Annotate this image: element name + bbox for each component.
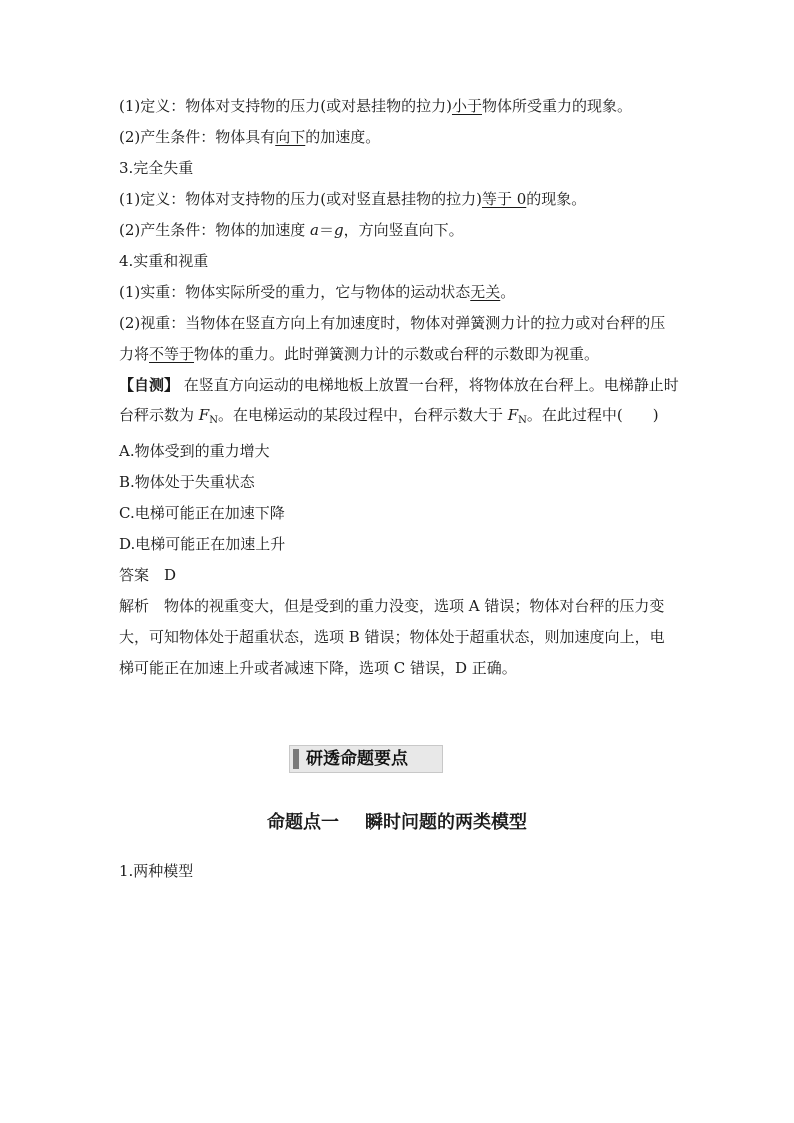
paragraph-overweight-definition: (1)定义：物体对支持物的压力(或对悬挂物的拉力)小于物体所受重力的现象。 — [119, 97, 632, 115]
banner-bar-icon — [293, 749, 299, 769]
answer-line — [119, 560, 679, 591]
paragraph-complete-condition: (2)产生条件：物体的加速度 a＝g，方向竖直向下。 — [119, 221, 464, 239]
option-b: B.物体处于失重状态 — [119, 473, 255, 491]
analysis-paragraph: 解析 物体的视重变大，但是受到的重力没变，选项 A 错误；物体对台秤的压力变大，可知物体处于超重状态，选项 B 错误；物体处于超重状态，则加速度向上，电梯可能正在加速上升或者减速下降，选项 C 错误，D 正确。 — [119, 597, 665, 677]
underlined-answer: 等于 0 — [481, 190, 527, 208]
underlined-answer: 不等于 — [149, 345, 195, 363]
option-a: A.物体受到的重力增大 — [119, 442, 270, 460]
paragraph-real-weight: (1)实重：物体实际所受的重力，它与物体的运动状态无关。 — [119, 283, 516, 301]
underlined-answer: 向下 — [275, 128, 306, 146]
option-c: C.电梯可能正在加速下降 — [119, 504, 285, 522]
section-banner — [289, 745, 443, 773]
self-test-question: 【自测】 在竖直方向运动的电梯地板上放置一台秤，将物体放在台秤上。电梯静止时台秤示数为 $F_N$。在电梯运动的某段过程中，台秤示数大于 $F_N$。在此过程中( ) — [119, 376, 679, 426]
self-test-label: 【自测】 — [119, 376, 180, 394]
topic-heading: 命题点一 瞬时问题的两类模型 — [267, 812, 527, 833]
analysis-label: 解析 — [119, 597, 150, 615]
list-title: 1.两种模型 — [119, 862, 194, 880]
content-body — [119, 91, 679, 684]
underlined-answer: 无关 — [470, 283, 501, 301]
underlined-answer: 小于 — [451, 97, 482, 115]
answer-value: D — [164, 566, 177, 584]
paragraph-complete-definition: (1)定义：物体对支持物的压力(或对竖直悬挂物的拉力)等于 0的现象。 — [119, 190, 587, 208]
section-banner-title: 研透命题要点 — [306, 749, 408, 769]
paragraph-condition: (2)产生条件：物体具有向下的加速度。 — [119, 128, 381, 146]
answer-label: 答案 — [119, 566, 150, 584]
option-d: D.电梯可能正在加速上升 — [119, 535, 286, 553]
paragraph-apparent-weight: (2)视重：当物体在竖直方向上有加速度时，物体对弹簧测力计的拉力或对台秤的压力将不等于物体的重力。此时弹簧测力计的示数或台秤的示数即为视重。 — [119, 314, 666, 363]
heading-complete-weightlessness: 3.完全失重 — [119, 159, 194, 177]
heading-real-apparent-weight: 4.实重和视重 — [119, 252, 209, 270]
